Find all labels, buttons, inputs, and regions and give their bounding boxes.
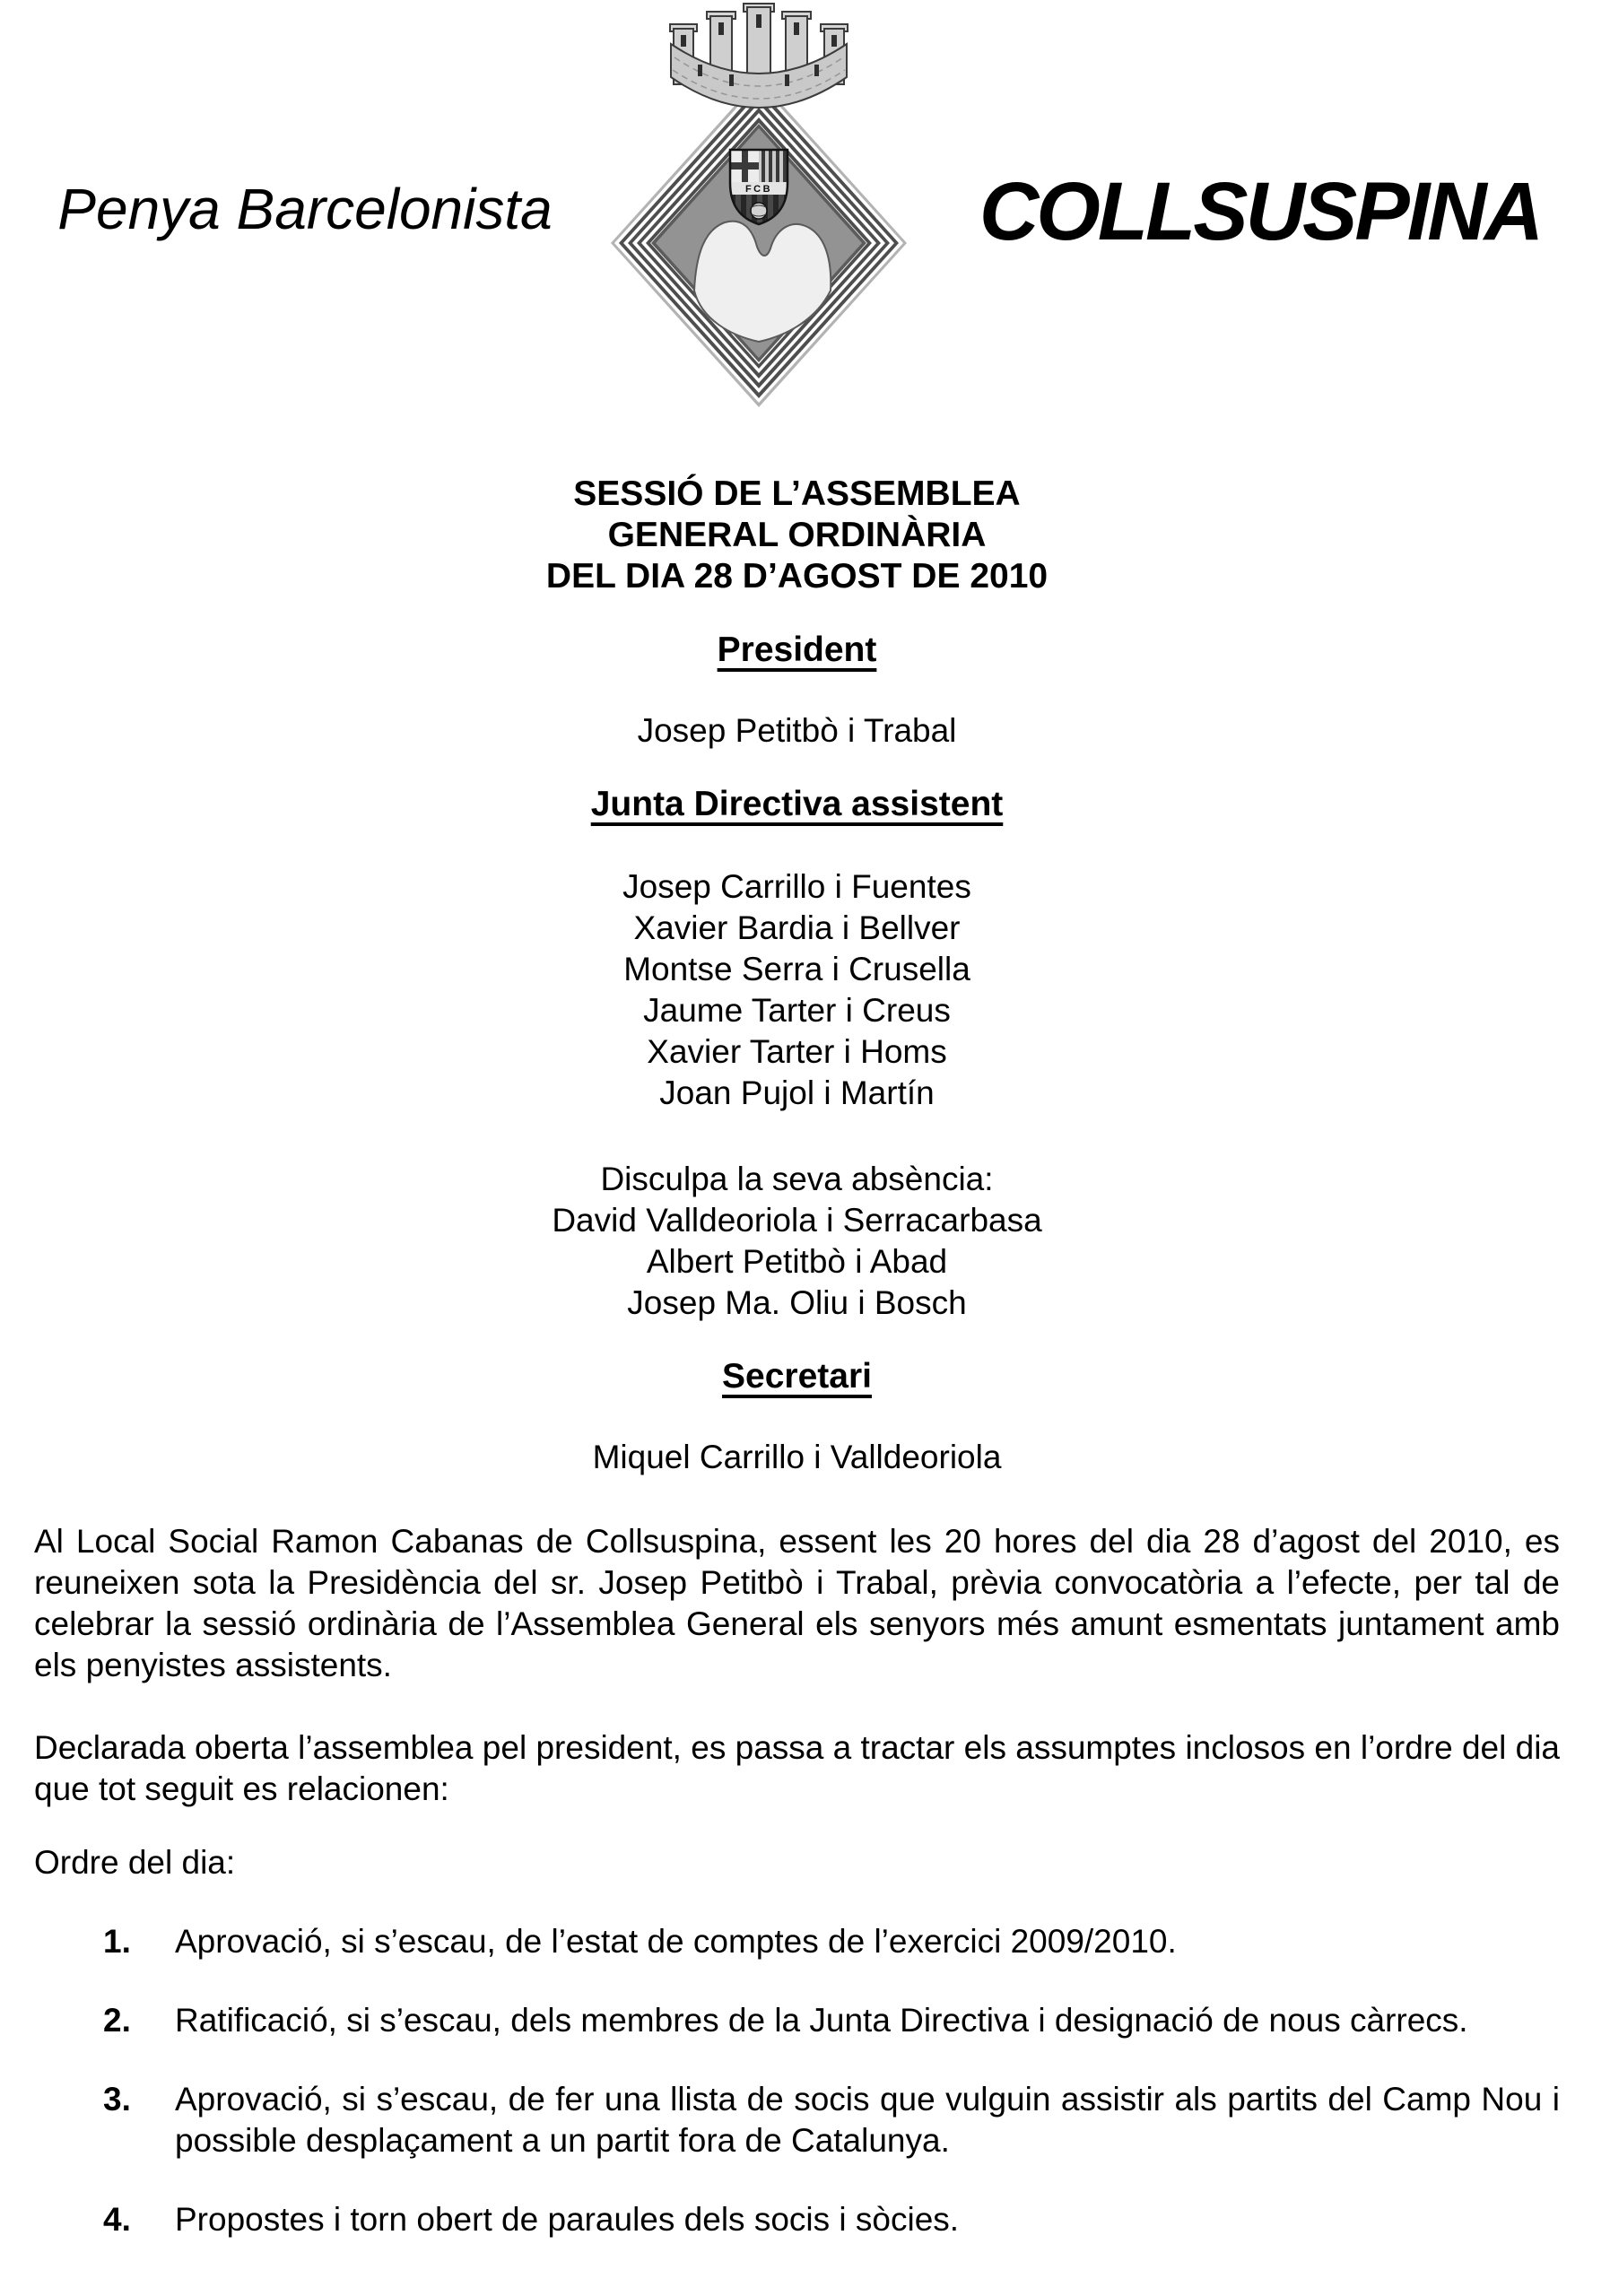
junta-member: Josep Carrillo i Fuentes	[622, 868, 971, 905]
absent-name: Josep Ma. Oliu i Bosch	[627, 1284, 967, 1321]
title-line-1: SESSIÓ DE L’ASSEMBLEA	[573, 474, 1021, 513]
agenda-item-number: 3.	[103, 2081, 131, 2118]
president-heading: President	[717, 631, 877, 669]
junta-member: Jaume Tarter i Creus	[643, 992, 951, 1029]
paragraph-opening: Al Local Social Ramon Cabanas de Collsuspina, essent les 20 hores del dia 28 d’agost del 2010, es reuneixen sota la Presidència del sr. Josep Petitbò i Trabal, prèvia convocatòria a l’efecte, per tal de celebrar la sessió ordinària de l’Assemblea General els senyors més amunt esmentats juntament amb els penyistes assistents.	[34, 1523, 1560, 1683]
town-name: COLLSUSPINA	[979, 166, 1542, 257]
agenda-item	[34, 2199, 1560, 2240]
document-body-section	[0, 1521, 1610, 2240]
agenda-item-text: Propostes i torn obert de paraules dels socis i sòcies.	[175, 2201, 960, 2238]
title-line-3: DEL DIA 28 D’AGOST DE 2010	[545, 557, 1049, 596]
absents-intro: Disculpa la seva absència:	[600, 1161, 994, 1197]
agenda-item	[34, 1921, 1560, 1962]
junta-member: Xavier Tarter i Homs	[647, 1033, 947, 1070]
absent-name: David Valldeoriola i Serracarbasa	[552, 1202, 1042, 1239]
secretari-heading: Secretari	[722, 1357, 872, 1396]
president-name: Josep Petitbò i Trabal	[637, 712, 957, 749]
letterhead	[0, 0, 1610, 422]
org-name: Penya Barcelonista	[57, 177, 553, 241]
agenda-item-text: Aprovació, si s’escau, de fer una llista de socis que vulguin assistir als partits del Camp Nou i possible desplaçament a un partit fora de Catalunya.	[175, 2081, 1560, 2159]
penya-collsuspina-logo-icon	[608, 0, 913, 416]
junta-member: Joan Pujol i Martín	[659, 1074, 935, 1111]
junta-member: Montse Serra i Crusella	[623, 951, 970, 987]
mural-crown-icon	[670, 4, 848, 108]
document-head-section	[0, 474, 1610, 1478]
agenda-item-text: Aprovació, si s’escau, de l’estat de comptes de l’exercici 2009/2010.	[175, 1923, 1177, 1960]
document-title	[34, 474, 1560, 597]
secretari-name: Miquel Carrillo i Valldeoriola	[592, 1439, 1002, 1475]
diamond-shield	[611, 79, 907, 407]
agenda-heading: Ordre del dia:	[34, 1844, 236, 1881]
title-line-2: GENERAL ORDINÀRIA	[607, 516, 987, 554]
paragraph-declaration: Declarada oberta l’assemblea pel president, es passa a tractar els assumptes inclosos en l’ordre del dia que tot seguit es relacionen:	[34, 1729, 1560, 1807]
agenda-item	[34, 2000, 1560, 2041]
junta-members-list	[34, 866, 1560, 1114]
junta-heading: Junta Directiva assistent	[590, 785, 1004, 823]
agenda-item	[34, 2079, 1560, 2161]
absents-list	[34, 1159, 1560, 1324]
absent-name: Albert Petitbò i Abad	[646, 1243, 948, 1280]
agenda-item-number: 2.	[103, 2002, 131, 2039]
agenda-item-number: 1.	[103, 1923, 131, 1960]
agenda-item-number: 4.	[103, 2201, 131, 2238]
agenda-item-text: Ratificació, si s’escau, dels membres de la Junta Directiva i designació de nous càrrecs.	[175, 2002, 1468, 2039]
crest-initials: FCB	[744, 184, 773, 195]
junta-member: Xavier Bardia i Bellver	[633, 909, 961, 946]
